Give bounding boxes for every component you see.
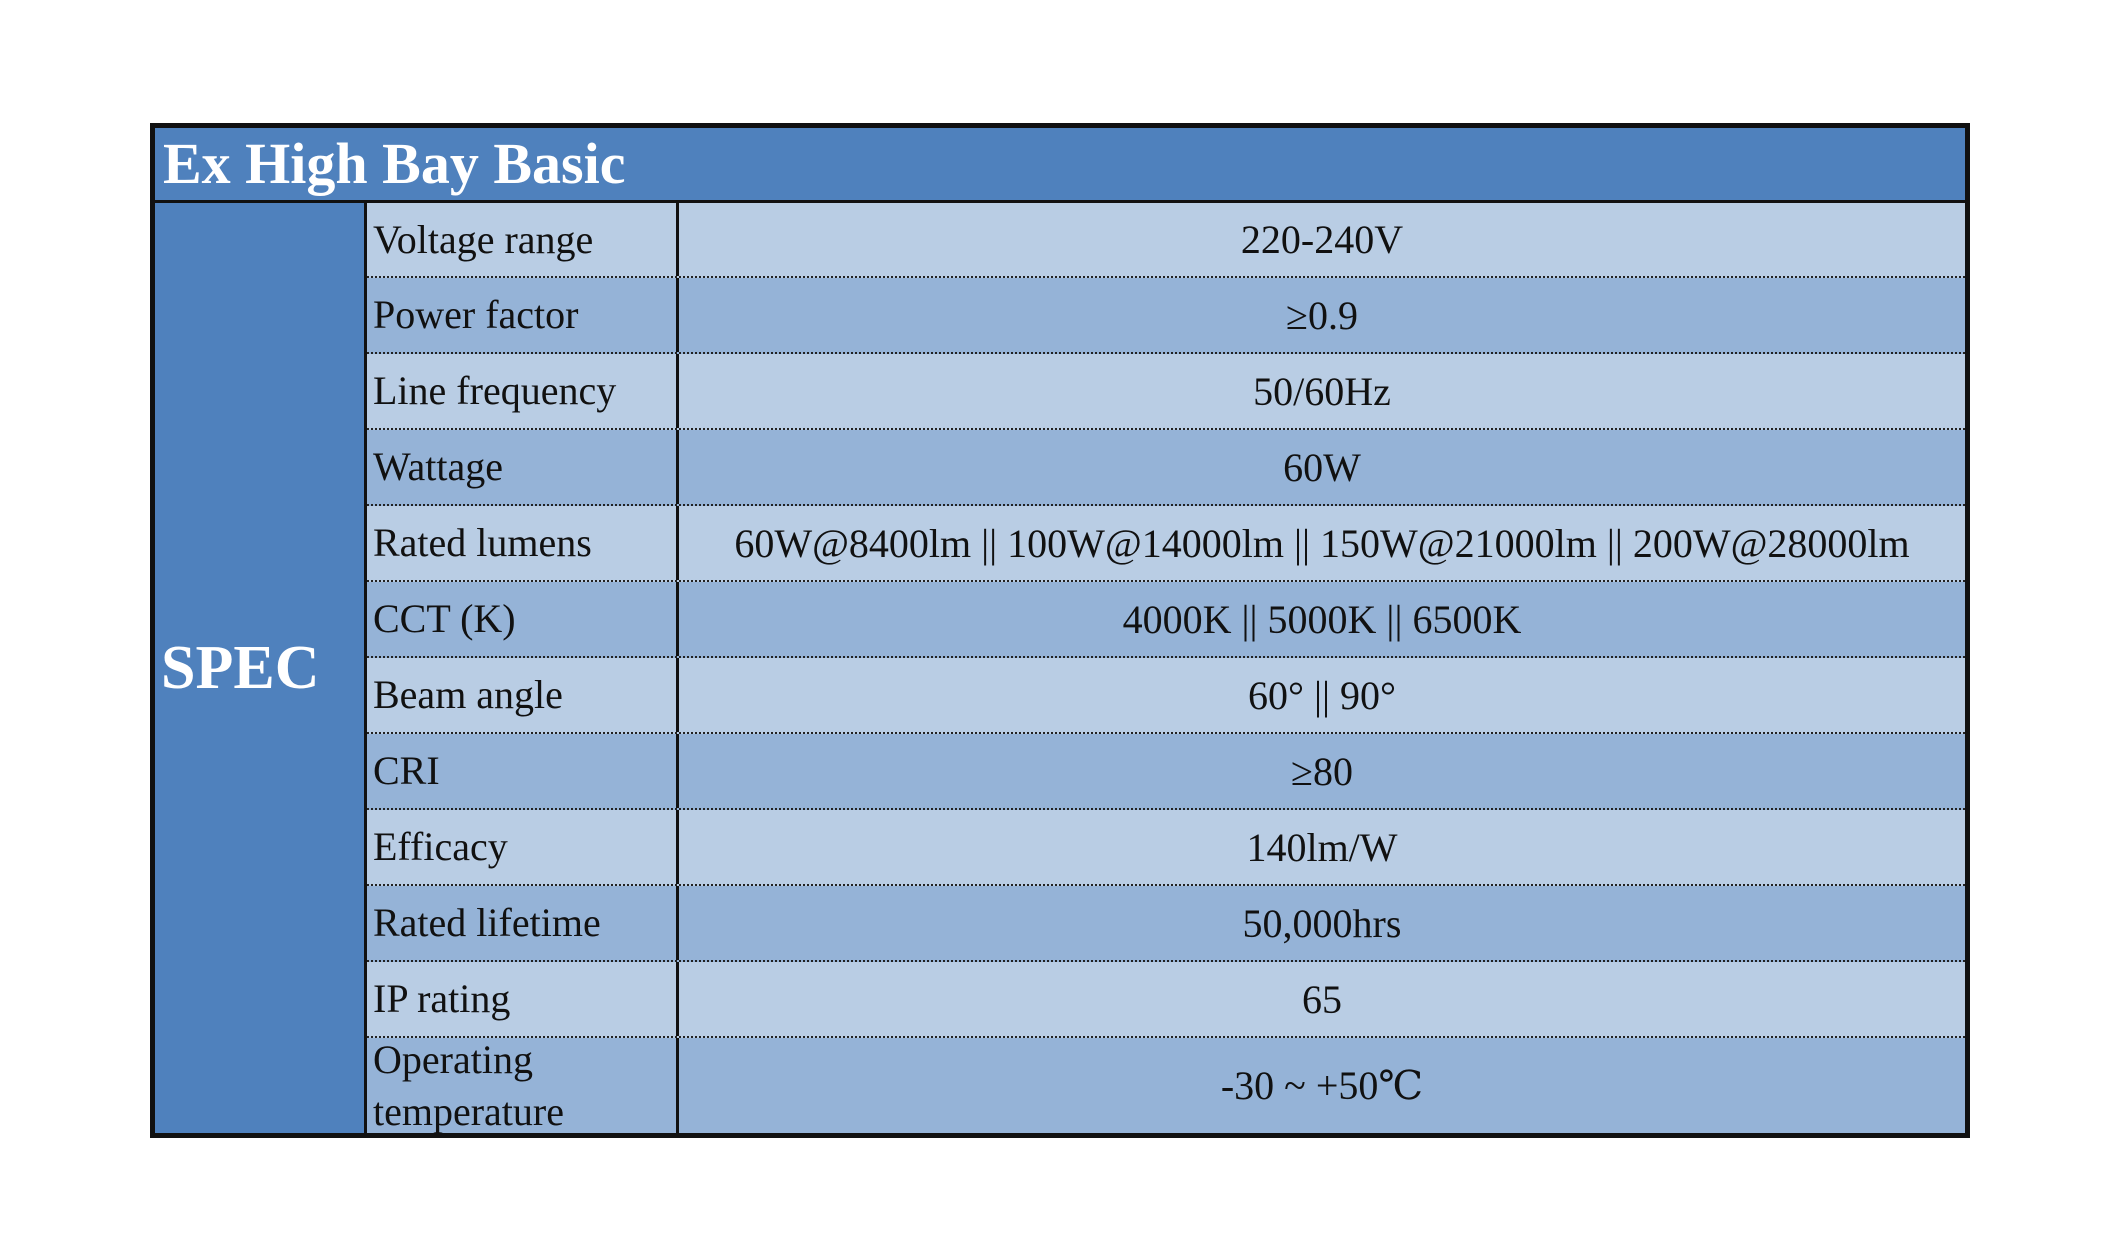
spec-row-value: 50,000hrs (1242, 900, 1402, 946)
spec-side-label: SPEC (155, 203, 367, 1133)
spec-row (367, 430, 1965, 506)
spec-row (367, 658, 1965, 734)
spec-row-label: Power factor (367, 278, 679, 352)
spec-row (367, 734, 1965, 810)
spec-row-label: Wattage (367, 430, 679, 504)
spec-row-value: 50/60Hz (1253, 368, 1391, 414)
spec-row-label: CCT (K) (367, 582, 679, 656)
spec-row-label: IP rating (367, 962, 679, 1036)
spec-row (367, 810, 1965, 886)
spec-row (367, 1038, 1965, 1133)
spec-row-label: Voltage range (367, 203, 679, 276)
spec-row-value: 60W@8400lm || 100W@14000lm || 150W@21000lm || 200W@28000lm (734, 520, 1910, 566)
spec-row-value: ≥80 (1291, 748, 1353, 794)
spec-row-value: 140lm/W (1246, 824, 1398, 870)
spec-table (150, 123, 1970, 1138)
spec-row-label: Rated lifetime (367, 886, 679, 960)
spec-rows (367, 203, 1965, 1133)
spec-row (367, 203, 1965, 278)
spec-row-value: 220-240V (1240, 217, 1404, 262)
spec-row-value: -30 ~ +50℃ (1220, 1063, 1424, 1108)
spec-row-label: Rated lumens (367, 506, 679, 580)
spec-row (367, 278, 1965, 354)
spec-row-label: Line frequency (367, 354, 679, 428)
spec-row-value: ≥0.9 (1286, 292, 1358, 338)
spec-row-label: CRI (367, 734, 679, 808)
spec-row-value: 65 (1302, 976, 1342, 1022)
spec-row (367, 886, 1965, 962)
spec-row-value: 60W (1283, 444, 1361, 490)
spec-row (367, 582, 1965, 658)
spec-row (367, 354, 1965, 430)
spec-row-label: Efficacy (367, 810, 679, 884)
spec-row-label: Beam angle (367, 658, 679, 732)
table-title: Ex High Bay Basic (155, 128, 1965, 203)
spec-row (367, 962, 1965, 1038)
spec-row-value: 4000K || 5000K || 6500K (1122, 596, 1522, 642)
spec-row-label: Operating temperature (367, 1038, 679, 1133)
spec-row-value: 60° || 90° (1247, 672, 1396, 718)
spec-row (367, 506, 1965, 582)
